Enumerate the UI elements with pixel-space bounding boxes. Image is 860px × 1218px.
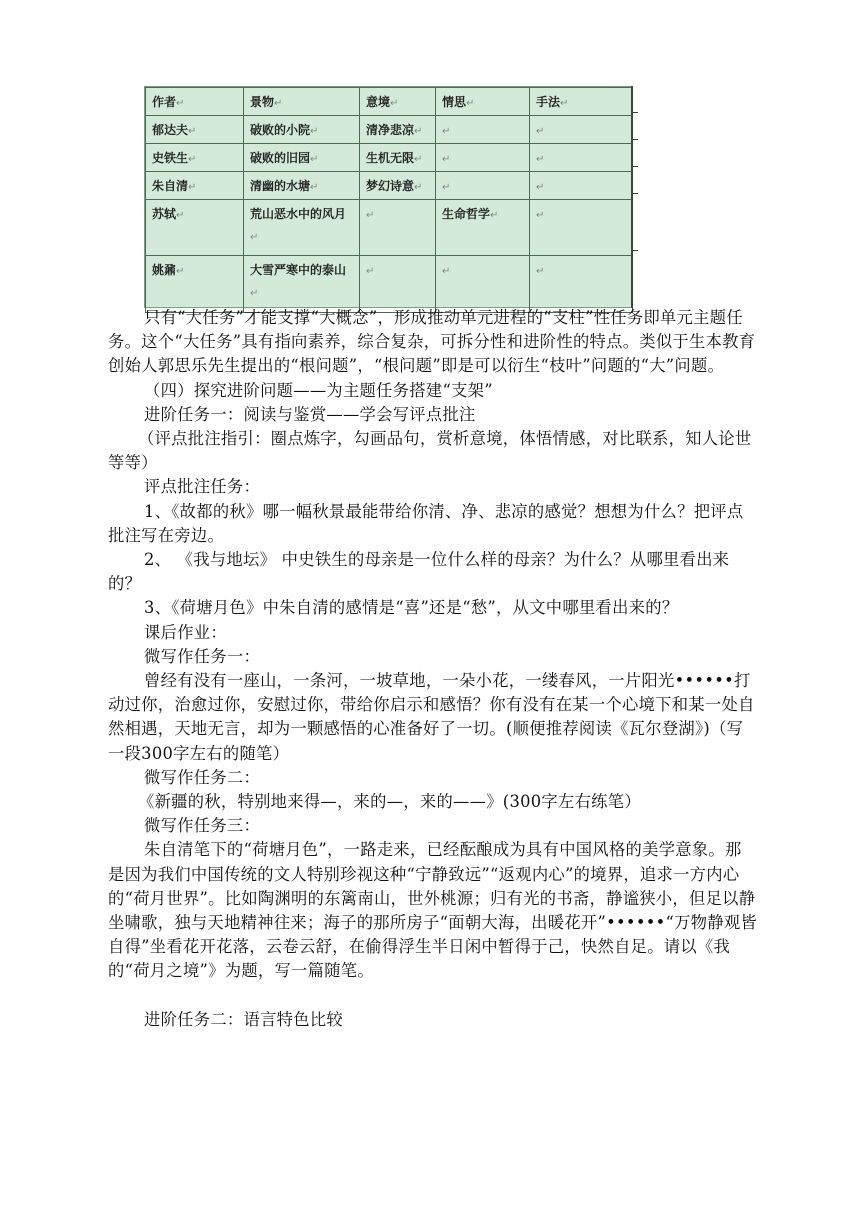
- comparison-table-image: [144, 86, 633, 308]
- table-cell: 生命哲学↵: [436, 200, 530, 256]
- header-technique: 手法↵: [530, 88, 633, 116]
- task-one-heading: 进阶任务一：阅读与鉴赏——学会写评点批注: [144, 404, 476, 424]
- table-row: [146, 144, 633, 172]
- annotation-task-label: 评点批注任务：: [144, 477, 261, 497]
- section-heading-four: （四）探究进阶问题——为主题任务搭建“支架”: [144, 380, 493, 400]
- table-cell: ↵: [530, 116, 633, 144]
- table-header-row: [146, 88, 633, 116]
- question-one: 1、《故都的秋》哪一幅秋景最能带给你清、净、悲凉的感觉？想想为什么？把评点批注写在旁边。: [108, 501, 744, 545]
- table-cell: ↵: [360, 200, 436, 256]
- table-cell: ↵: [436, 116, 530, 144]
- table-cell: ↵: [360, 256, 436, 313]
- task-two-heading: 进阶任务二：语言特色比较: [144, 1009, 343, 1029]
- table-cell: ↵: [530, 200, 633, 256]
- table-cell: ↵: [436, 144, 530, 172]
- writing-task-two-label: 微写作任务二：: [144, 767, 261, 787]
- table-cell: 梦幻诗意↵: [360, 172, 436, 200]
- document-body: [108, 306, 758, 1032]
- table-cell: ↵: [436, 172, 530, 200]
- table-cell: 姚鼐↵: [146, 256, 244, 313]
- table-cell: ↵: [436, 256, 530, 313]
- table-cell: ↵: [530, 144, 633, 172]
- writing-task-three-label: 微写作任务三：: [144, 816, 261, 836]
- table-cell: 破败的旧园↵: [244, 144, 360, 172]
- annotation-guide: （评点批注指引：圈点炼字，勾画品句，赏析意境，体悟情感，对比联系，知人论世等等）: [108, 429, 752, 473]
- table-row: [146, 256, 633, 313]
- table-cell: ↵: [530, 172, 633, 200]
- paragraph-big-task: 只有“大任务”才能支撑“大概念”，形成推动单元进程的“支柱”性任务即单元主题任务。这个“大任务”具有指向素养，综合复杂，可拆分性和进阶性的特点。类似于生本教育创始人郭思乐先生提出的“根问题”，“根问题”即是可以衍生“枝叶”问题的“大”问题。: [108, 308, 756, 376]
- table-row: [146, 172, 633, 200]
- homework-label: 课后作业：: [144, 622, 227, 642]
- table-cell: 生机无限↵: [360, 144, 436, 172]
- header-mood: 意境↵: [360, 88, 436, 116]
- writing-task-two-body: 《新疆的秋，特别地来得—，来的—，来的——》(300字左右练笔）: [138, 792, 641, 812]
- header-emotion: 情思↵: [436, 88, 530, 116]
- table-row: [146, 200, 633, 256]
- table-row: [146, 116, 633, 144]
- writing-task-one-label: 微写作任务一：: [144, 646, 261, 666]
- table-cell: 大雪严寒中的泰山↵: [244, 256, 360, 313]
- table-cell: 清净悲凉↵: [360, 116, 436, 144]
- table-right-ticks: [633, 86, 639, 308]
- table-cell: 清幽的水塘↵: [244, 172, 360, 200]
- header-author: 作者↵: [146, 88, 244, 116]
- writing-task-one-body: 曾经有没有一座山，一条河，一坡草地，一朵小花，一缕春风，一片阳光••••••打动过你，治愈过你，安慰过你，带给你启示和感悟？你有没有在某一个心境下和某一处自然相遇，天地无言，却为一颗感悟的心准备好了一切。(顺便推荐阅读《瓦尔登湖》)（写一段300字左右的随笔）: [108, 671, 755, 763]
- header-scenery: 景物↵: [244, 88, 360, 116]
- table-cell: 破败的小院↵: [244, 116, 360, 144]
- writing-task-three-body: 朱自清笔下的“荷塘月色”，一路走来，已经酝酿成为具有中国风格的美学意象。那是因为我们中国传统的文人特别珍视这种“宁静致远”“返观内心”的境界，追求一方内心的“荷月世界”。比如陶渊明的东篱南山，世外桃源；归有光的书斋，静谧狭小，但足以静坐啸歌，独与天地精神往来；海子的那所房子“面朝大海，出暖花开”••••••“万物静观皆自得”坐看花开花落，云卷云舒，在偷得浮生半日闲中暂得于己，快然自足。请以《我的“荷月之境”》为题，写一篇随笔。: [108, 840, 758, 981]
- table-cell: 苏轼↵: [146, 200, 244, 256]
- question-three: 3、《荷塘月色》中朱自清的感情是“喜”还是“愁”，从文中哪里看出来的？: [144, 598, 679, 618]
- table-cell: 郁达夫↵: [146, 116, 244, 144]
- table-cell: 朱自清↵: [146, 172, 244, 200]
- comparison-table: [145, 87, 633, 313]
- table-cell: 荒山恶水中的风月↵: [244, 200, 360, 256]
- table-cell: ↵: [530, 256, 633, 313]
- table-cell: 史铁生↵: [146, 144, 244, 172]
- question-two: 2、 《我与地坛》 中史铁生的母亲是一位什么样的母亲？为什么？从哪里看出来的？: [108, 550, 730, 594]
